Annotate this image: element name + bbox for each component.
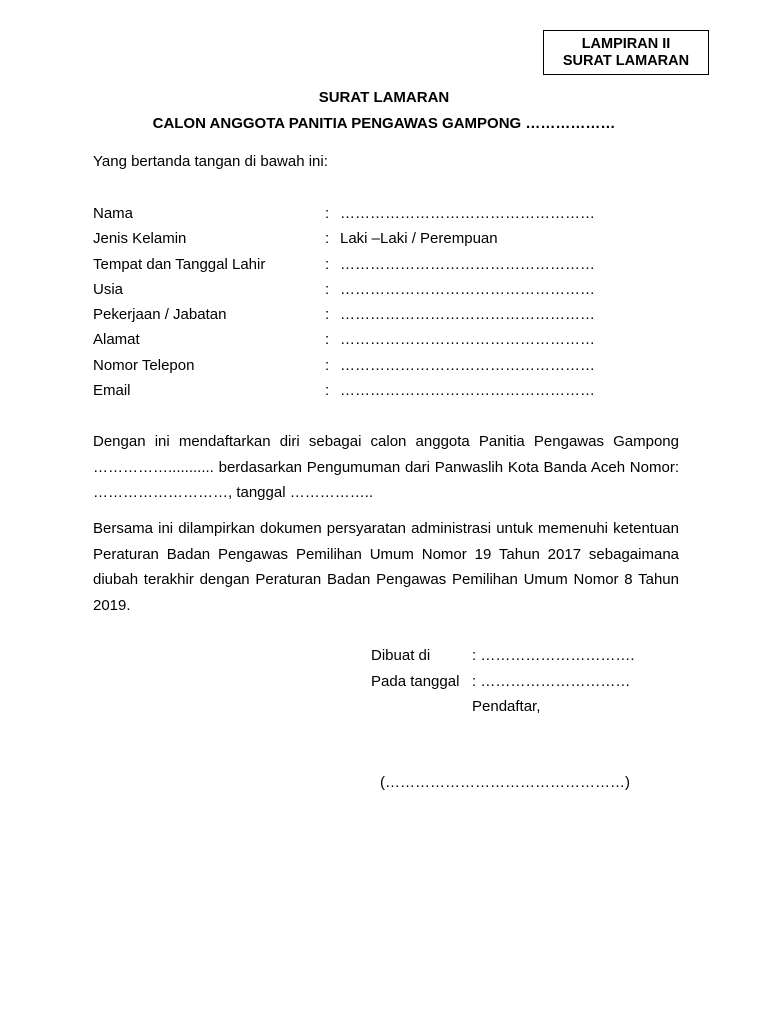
field-colon: :: [325, 356, 330, 374]
field-value: ……………………………………………: [340, 382, 595, 400]
place-value: : ………………………….: [472, 647, 635, 664]
document-title: SURAT LAMARAN: [318, 89, 450, 106]
field-label: Nama: [93, 205, 134, 222]
field-colon: :: [325, 306, 330, 324]
intro-text: Yang bertanda tangan di bawah ini:: [93, 153, 328, 170]
date-label: Pada tanggal: [371, 672, 460, 690]
place-label: Dibuat di: [371, 647, 431, 664]
field-colon: :: [325, 280, 330, 298]
field-value: ……………………………………………: [340, 331, 595, 349]
field-label: Email: [93, 382, 131, 400]
attachment-label-line1: LAMPIRAN II: [581, 36, 671, 52]
field-label: Jenis Kelamin: [93, 230, 187, 248]
field-colon: :: [325, 331, 330, 349]
document-subtitle: CALON ANGGOTA PANITIA PENGAWAS GAMPONG ………………: [152, 115, 616, 132]
field-value: ……………………………………………: [340, 306, 595, 324]
field-value: ……………………………………………: [340, 280, 595, 298]
field-label: Pekerjaan / Jabatan: [93, 306, 227, 324]
signature-line: (…………………………………………): [380, 774, 630, 791]
field-value: ……………………………………………: [340, 255, 595, 273]
field-label: Alamat: [93, 331, 140, 349]
date-value: : …………………………: [472, 672, 631, 690]
registration-paragraph: Dengan ini mendaftarkan diri sebagai calon anggota Panitia Pengawas Gampong ……………........... berdasarkan Pengumuman dari Panwaslih Kota Banda Aceh Nomor: ………………………, tanggal ……………..: [93, 433, 679, 501]
field-colon: :: [325, 205, 330, 222]
field-value: ……………………………………………: [340, 356, 595, 374]
field-label: Usia: [93, 280, 124, 298]
field-value: ……………………………………………: [340, 205, 595, 222]
field-colon: :: [325, 255, 330, 273]
attachment-label-box: [543, 30, 709, 75]
field-colon: :: [325, 230, 330, 248]
attachment-label-line2: SURAT LAMARAN: [562, 53, 690, 69]
attachment-paragraph: Bersama ini dilampirkan dokumen persyaratan administrasi untuk memenuhi ketentuan Peraturan Badan Pengawas Pemilihan Umum Nomor 19 Tahun 2017 sebagaimana diubah terakhir dengan Peraturan Badan Pengawas Pemilihan Umum Nomor 8 Tahun 2019.: [93, 520, 679, 614]
applicant-role-label: Pendaftar,: [472, 698, 541, 715]
field-label: Tempat dan Tanggal Lahir: [93, 255, 266, 273]
field-label: Nomor Telepon: [93, 356, 195, 374]
field-colon: :: [325, 382, 330, 400]
field-value: Laki –Laki / Perempuan: [340, 230, 498, 248]
